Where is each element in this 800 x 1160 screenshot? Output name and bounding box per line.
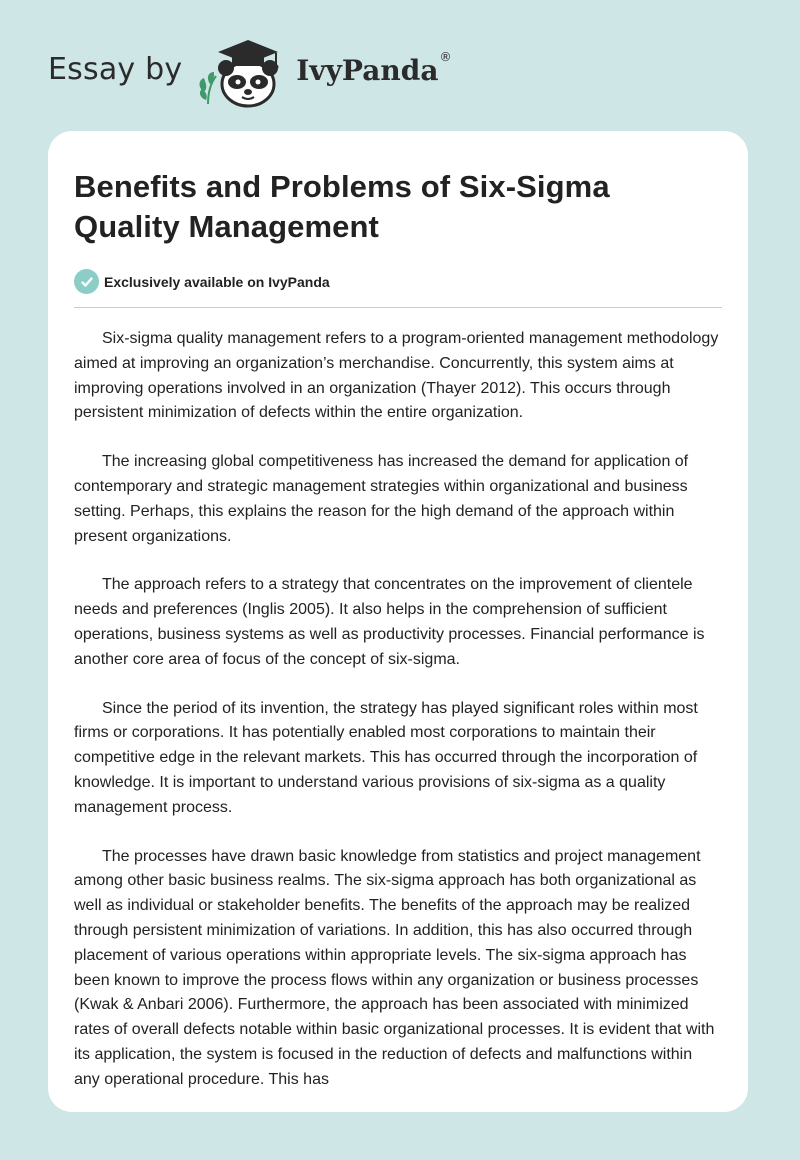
paragraph-4: Since the period of its invention, the strategy has played significant roles within most firms or corporations. It has potentially enabled most corporations to maintain their competitive edge in the relevant markets. This has occurred through the incorporation of knowledge. It is important to understand various provisions of six-sigma as a quality management process. <box>74 699 698 816</box>
exclusive-badge-text: Exclusively available on IvyPanda <box>104 273 330 290</box>
title-divider <box>74 307 722 308</box>
site-header <box>48 34 451 110</box>
panda-graduate-logo-icon[interactable] <box>196 34 292 110</box>
paragraph-1: Six-sigma quality management refers to a program-oriented management methodology aimed at improving an organization’s merchandise. Concurrently, this system aims at improving operations involved in an organization (Thayer 2012). This occurs through persistent minimization of defects within the entire organization. <box>74 330 719 422</box>
paragraph-2: The increasing global competitiveness has increased the demand for application of contemporary and strategic management strategies within organizational and business setting. Perhaps, this explains the reason for the high demand of the approach within present organizations. <box>74 453 689 545</box>
essay-title: Benefits and Problems of Six-Sigma Quality Management <box>74 169 610 244</box>
registered-mark: ® <box>439 49 452 64</box>
essay-card <box>48 131 748 1112</box>
exclusive-badge <box>74 269 722 294</box>
essay-by-label: Essay by <box>48 51 183 87</box>
paragraph-3: The approach refers to a strategy that concentrates on the improvement of clientele needs and preferences (Inglis 2005). It also helps in the comprehension of sufficient operations, business systems as well as productivity processes. Financial performance is another core area of focus of the concept of six-sigma. <box>74 576 705 668</box>
check-circle-icon <box>74 269 99 294</box>
essay-body <box>74 327 722 1093</box>
brand-name-text: IvyPanda <box>296 53 439 87</box>
paragraph-5: The processes have drawn basic knowledge from statistics and project management among other basic business realms. The six-sigma approach has both organizational as well as individual or stakeholder benefits. The benefits of the approach may be realized through persistent minimization of variations. In addition, this has also occurred through placement of various operations within appropriate levels. The six-sigma approach has been known to improve the process flows within any organization or business processes (Kwak & Anbari 2006). Furthermore, the approach has been associated with minimized rates of overall defects notable within basic organizational processes. It is evident that with its application, the system is focused in the reduction of defects and malfunctions within any operational procedure. This has <box>74 847 715 1088</box>
ivypanda-brand-name[interactable] <box>296 49 452 87</box>
